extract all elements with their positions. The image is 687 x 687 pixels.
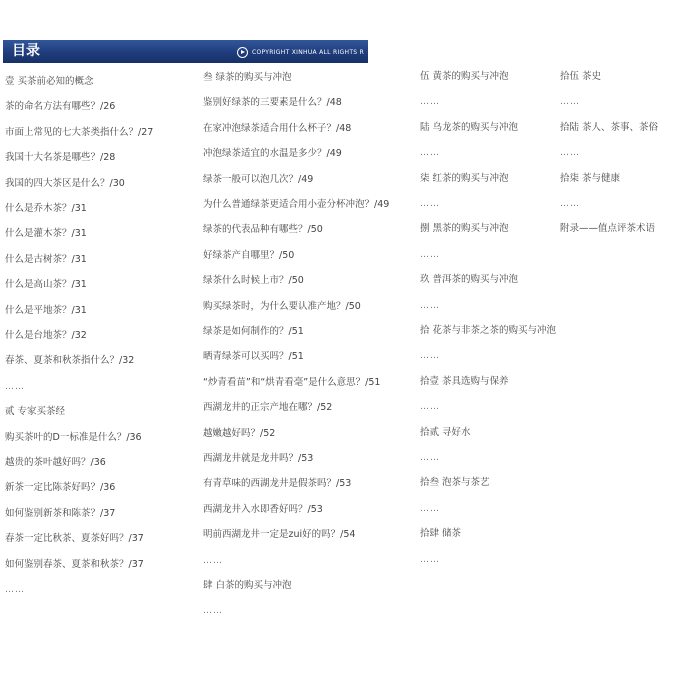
toc-entry: 茶的命名方法有哪些？/26 xyxy=(5,101,116,113)
ellipsis-line: …… xyxy=(420,300,440,311)
ellipsis-line: …… xyxy=(420,503,440,514)
ellipsis-line: …… xyxy=(420,453,440,463)
toc-entry: 绿茶什么时候上市？/50 xyxy=(203,275,304,287)
ellipsis-line: …… xyxy=(420,554,440,565)
toc-entry: 附录——值点评茶术语 xyxy=(560,223,656,235)
ellipsis-line: …… xyxy=(420,249,440,260)
toc-entry: “炒青看苗”和“烘青看毫”是什么意思？/51 xyxy=(203,376,381,388)
ellipsis-line: …… xyxy=(5,381,25,392)
toc-entry: 西湖龙井就是龙井吗？/53 xyxy=(203,453,314,464)
toc-entry: 冲泡绿茶适宜的水温是多少？/49 xyxy=(203,148,342,160)
toc-entry: 越贵的茶叶越好吗？/36 xyxy=(5,457,106,468)
ellipsis-line: …… xyxy=(203,606,223,617)
toc-entry: 绿茶的代表品种有哪些？/50 xyxy=(203,224,323,236)
toc-entry: 拾柒 茶与健康 xyxy=(560,172,621,184)
ellipsis-line: …… xyxy=(560,148,580,159)
toc-entry: 拾 花茶与非茶之茶的购买与冲泡 xyxy=(420,325,557,336)
toc-entry: 市面上常见的七大茶类指什么？/27 xyxy=(5,126,154,138)
toc-entry: 陆 乌龙茶的购买与冲泡 xyxy=(420,121,519,133)
toc-entry: 拾叁 泡茶与茶艺 xyxy=(420,477,490,489)
ellipsis-line: …… xyxy=(420,402,440,413)
toc-entry: 叁 绿茶的购买与冲泡 xyxy=(203,72,292,83)
toc-entry: 鉴别好绿茶的三要素是什么？/48 xyxy=(203,97,342,109)
toc-entry: 绿茶一般可以泡几次？/49 xyxy=(203,173,314,185)
toc-entry: 什么是台地茶？/32 xyxy=(5,330,87,341)
toc-entry: 拾贰 寻好水 xyxy=(420,426,471,438)
arrow-circle-icon xyxy=(237,47,248,58)
toc-entry: 什么是乔木茶？/31 xyxy=(5,203,87,214)
toc-entry: 我国十大名茶是哪些？/28 xyxy=(5,152,116,164)
toc-entry: 玖 普洱茶的购买与冲泡 xyxy=(420,274,519,286)
toc-entry: 壹 买茶前必知的概念 xyxy=(5,76,94,87)
toc-entry: 什么是高山茶？/31 xyxy=(5,279,87,291)
toc-entry: 捌 黑茶的购买与冲泡 xyxy=(420,223,509,235)
toc-entry: 春茶、夏茶和秋茶指什么？/32 xyxy=(5,355,135,367)
toc-header-bar xyxy=(3,40,368,63)
toc-entry: 西湖龙井入水即香好吗？/53 xyxy=(203,503,323,515)
copyright-notice xyxy=(237,47,364,58)
copyright-text: COPYRIGHT XINHUA ALL RIGHTS R xyxy=(252,49,365,56)
toc-entry: 春茶一定比秋茶、夏茶好吗？/37 xyxy=(5,533,144,545)
toc-entry: 什么是灌木茶？/31 xyxy=(5,228,87,240)
toc-entry: 如何鉴别春茶、夏茶和秋茶？/37 xyxy=(5,558,144,570)
toc-entry: 什么是古树茶？/31 xyxy=(5,253,87,265)
toc-entry: 伍 黄茶的购买与冲泡 xyxy=(420,71,509,82)
toc-entry: 购买茶叶的D一标准是什么？/36 xyxy=(5,431,142,443)
toc-entry: 拾壹 茶具选购与保养 xyxy=(420,375,509,387)
toc-entry: 拾肆 储茶 xyxy=(420,528,462,540)
toc-entry: 好绿茶产自哪里？/50 xyxy=(203,249,295,261)
toc-entry: 拾陆 茶人、茶事、茶俗 xyxy=(560,121,659,133)
toc-entry: 什么是平地茶？/31 xyxy=(5,304,87,316)
toc-entry: 明前西湖龙井一定是zui好的吗？/54 xyxy=(203,529,356,541)
toc-entry: 晒青绿茶可以买吗？/51 xyxy=(203,351,304,363)
toc-entry: 我国的四大茶区是什么？/30 xyxy=(5,177,125,189)
toc-title: 目录 xyxy=(12,43,40,59)
toc-entry: 新茶一定比陈茶好吗？/36 xyxy=(5,482,116,494)
toc-entry: 绿茶是如何制作的？/51 xyxy=(203,326,304,337)
ellipsis-line: …… xyxy=(420,97,440,108)
toc-entry: 在家冲泡绿茶适合用什么杯子？/48 xyxy=(203,122,352,134)
ellipsis-line: …… xyxy=(5,585,25,595)
ellipsis-line: …… xyxy=(560,97,580,108)
ellipsis-line: …… xyxy=(420,199,440,209)
toc-entry: 西湖龙井的正宗产地在哪？/52 xyxy=(203,402,333,414)
toc-entry: 贰 专家买茶经 xyxy=(5,406,66,418)
toc-entry: 越嫩越好吗？/52 xyxy=(203,427,276,439)
toc-entry: 柒 红茶的购买与冲泡 xyxy=(420,172,509,184)
toc-entry: 肆 白茶的购买与冲泡 xyxy=(203,580,292,591)
ellipsis-line: …… xyxy=(560,199,580,209)
toc-entry: 拾伍 茶史 xyxy=(560,71,602,82)
ellipsis-line: …… xyxy=(203,555,223,566)
ellipsis-line: …… xyxy=(420,351,440,362)
toc-entry: 为什么普通绿茶更适合用小壶分杯冲泡？/49 xyxy=(203,199,390,210)
toc-entry: 如何鉴别新茶和陈茶？/37 xyxy=(5,507,116,519)
ellipsis-line: …… xyxy=(420,148,440,159)
toc-entry: 有青草味的西湖龙井是假茶吗？/53 xyxy=(203,478,352,490)
toc-entry: 购买绿茶时，为什么要认准产地？/50 xyxy=(203,300,361,312)
